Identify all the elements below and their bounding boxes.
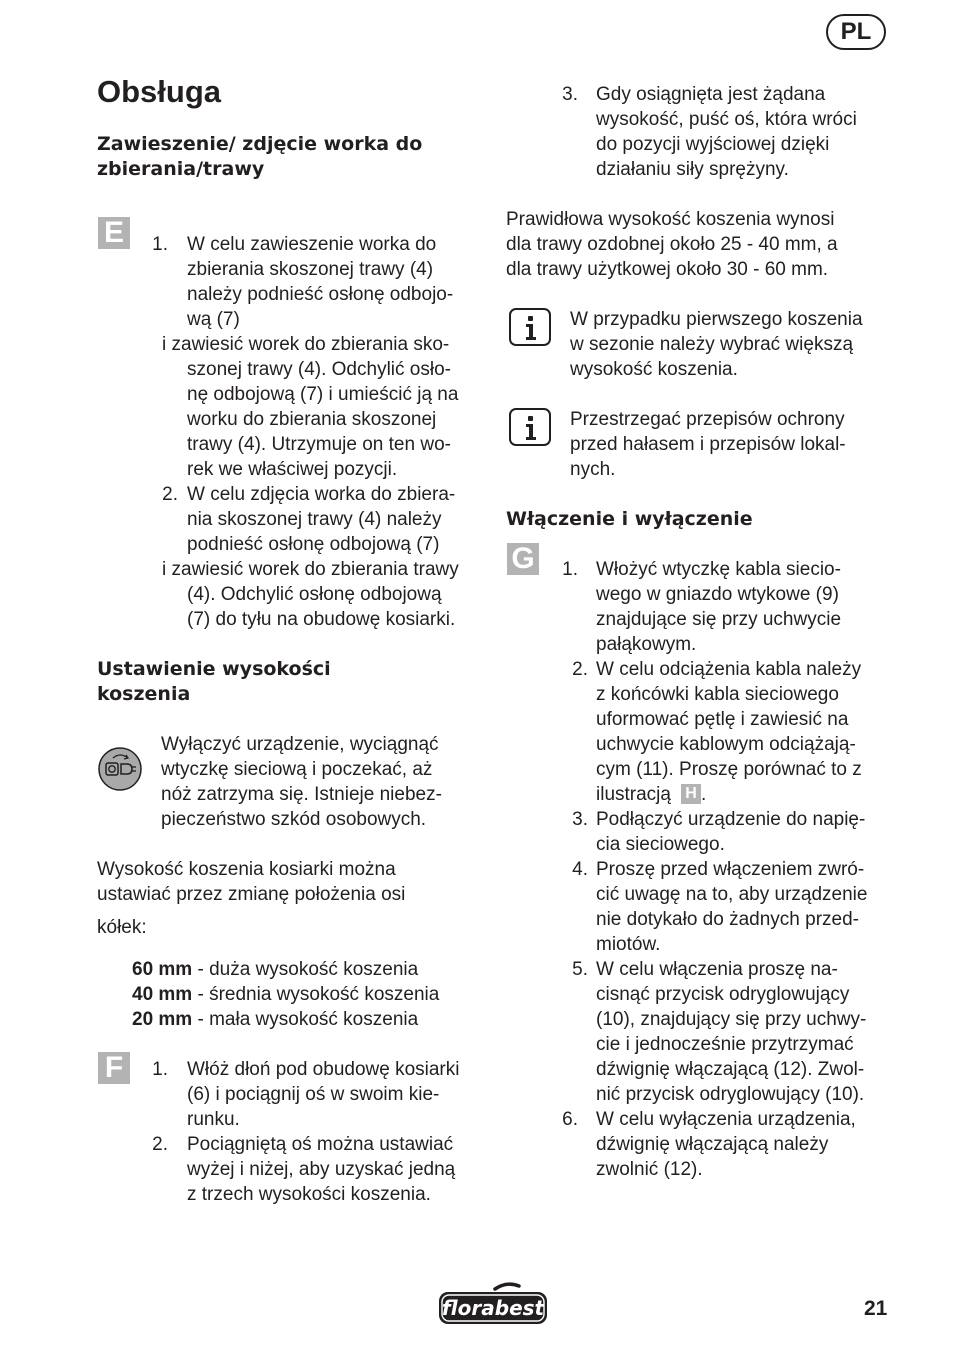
list-number: 3. (572, 809, 588, 830)
list-item: W celu odciążenia kabla należy z końcówki kabla sieciowego uformować pętlę i zawiesić na uchwycie kablowym odciążają- cym (11). Proszę porównać to z ilustracją H . (596, 659, 862, 805)
list-number: 5. (572, 959, 588, 980)
section-heading-bag: Zawieszenie/ zdjęcie worka do zbierania/trawy (97, 133, 423, 180)
page-title: Obsługa (97, 74, 222, 109)
section-heading-height: Ustawienie wysokości koszenia (97, 658, 331, 705)
list-item-continuation: (4). Odchylić osłonę odbojową (7) do tyłu na obudowę kosiarki. (187, 584, 456, 630)
list-item: Włożyć wtyczkę kabla siecio- wego w gniazdo wtykowe (9) znajdujące się przy uchwycie pałąkowym. (596, 559, 842, 655)
height-option: 60 mm - duża wysokość koszenia (132, 959, 419, 980)
info-icon (509, 308, 551, 346)
list-number: 2. (572, 659, 588, 680)
page-number: 21 (864, 1297, 888, 1320)
list-item: Podłączyć urządzenie do napię- cia sieciowego. (596, 809, 866, 855)
height-option: 20 mm - mała wysokość koszenia (132, 1009, 419, 1030)
list-item: Gdy osiągnięta jest żądana wysokość, puść oś, która wróci do pozycji wyjściowej dzięki działaniu siły sprężyny. (596, 84, 857, 180)
list-number: 2. (152, 1134, 168, 1155)
list-item-continuation: i zawiesić worek do zbierania sko- (162, 334, 450, 355)
list-number: 3. (562, 84, 578, 105)
figure-ref-f: F (98, 1052, 130, 1084)
info-icon (509, 408, 551, 446)
height-list (132, 957, 439, 1032)
list-number: 1. (152, 1059, 168, 1080)
paragraph: Wysokość koszenia kosiarki można ustawiać przez zmianę położenia osi (97, 859, 406, 905)
paragraph: Prawidłowa wysokość koszenia wynosi dla trawy ozdobnej około 25 - 40 mm, a dla trawy użytkowej około 30 - 60 mm. (506, 209, 838, 280)
list-item: W celu zdjęcia worka do zbiera- nia skoszonej trawy (4) należy podnieść osłonę odbojową (7) (187, 484, 456, 555)
paragraph-end: kółek: (97, 917, 147, 938)
warning-text: Wyłączyć urządzenie, wyciągnąć wtyczkę sieciową i poczekać, aż nóż zatrzyma się. Istnieje niebez- pieczeństwo szkód osobowych. (161, 734, 442, 830)
list-number: 2. (162, 484, 178, 505)
list-number: 4. (572, 859, 588, 880)
section-heading-power: Włączenie i wyłączenie (506, 508, 753, 530)
svg-text:florabest: florabest (441, 1296, 545, 1320)
list-number: 1. (562, 559, 578, 580)
list-number: 6. (562, 1109, 578, 1130)
list-item: Włóż dłoń pod obudowę kosiarki (6) i pociągnij oś w swoim kie- runku. (187, 1059, 460, 1130)
florabest-logo (437, 1282, 549, 1326)
list-item: W celu wyłączenia urządzenia, dźwignię włączającą należy zwolnić (12). (596, 1109, 856, 1180)
info-note: W przypadku pierwszego koszenia w sezonie należy wybrać większą wysokość koszenia. (570, 309, 863, 380)
language-badge: PL (826, 14, 886, 50)
list-number: 1. (152, 234, 168, 255)
unplug-warning-icon (97, 746, 143, 792)
figure-ref-h: H (681, 784, 701, 804)
figure-ref-e: E (98, 217, 130, 249)
info-note: Przestrzegać przepisów ochrony przed hałasem i przepisów lokal- nych. (570, 409, 846, 480)
list-item: W celu zawieszenie worka do zbierania skoszonej trawy (4) należy podnieść osłonę odbojo- wą (7) (187, 234, 454, 330)
list-item: Proszę przed włączeniem zwró- cić uwagę na to, aby urządzenie nie dotykało do żadnych przed- miotów. (596, 859, 868, 955)
figure-ref-g: G (507, 543, 539, 575)
list-item: W celu włączenia proszę na- cisnąć przycisk odryglowujący (10), znajdujący się przy uchwy- cie i jednocześnie przytrzymać dźwignię włączającą (12). Zwol- nić przycisk odryglowujący (10). (596, 959, 867, 1105)
list-item-continuation: szonej trawy (4). Odchylić osło- nę odbojową (7) i umieścić ją na worku do zbierania skoszonej trawy (4). Utrzymuje on ten wo- rek we właściwej pozycji. (187, 359, 459, 480)
list-item: Pociągniętą oś można ustawiać wyżej i niżej, aby uzyskać jedną z trzech wysokości koszenia. (187, 1134, 456, 1205)
height-option: 40 mm - średnia wysokość koszenia (132, 984, 440, 1005)
list-item-continuation: i zawiesić worek do zbierania trawy (162, 559, 459, 580)
